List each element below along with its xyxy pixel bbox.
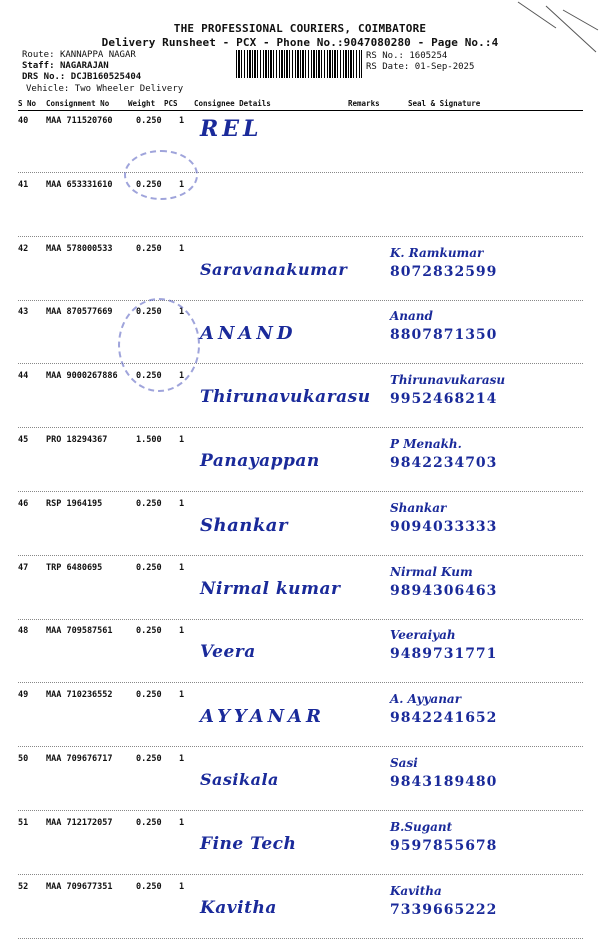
row-consignee-handwriting: Shankar: [200, 514, 288, 536]
row-signature-phone: 8072832599: [390, 263, 498, 280]
table-row: [18, 493, 583, 556]
row-consignee-handwriting: Veera: [200, 642, 256, 663]
table-row: [18, 174, 583, 237]
vehicle-value: Two Wheeler Delivery: [74, 84, 184, 94]
row-signature: Veeraiyah: [390, 628, 456, 643]
row-weight: 0.250: [136, 881, 162, 892]
row-signature-phone: 9894306463: [390, 582, 498, 599]
table-row: [18, 812, 583, 875]
col-consignee: Consignee Details: [194, 99, 271, 108]
table-row: [18, 110, 583, 173]
row-consignment-no: RSP 1964195: [46, 498, 103, 509]
col-sno: S No: [18, 99, 37, 108]
row-divider: [18, 938, 583, 939]
row-consignment-no: PRO 18294367: [46, 435, 108, 445]
row-signature-phone: 9843189480: [390, 774, 498, 790]
row-consignment-no: MAA 711520760: [46, 116, 113, 126]
row-pcs: 1: [179, 690, 185, 701]
row-weight: 0.250: [136, 690, 162, 701]
row-sno: 47: [18, 562, 29, 573]
row-consignment-no: MAA 709587561: [46, 626, 113, 637]
drs-line: DRS No.: DCJB160525404: [22, 72, 142, 82]
row-consignee-handwriting: Saravanakumar: [200, 259, 348, 279]
row-signature-phone: 9489731771: [390, 646, 498, 663]
document-subtitle: Delivery Runsheet - PCX - Phone No.:9047080280 - Page No.:4: [101, 36, 499, 49]
row-signature-phone: 8807871350: [390, 327, 498, 344]
row-weight: 0.250: [136, 307, 162, 318]
row-consignee-handwriting: Fine Tech: [200, 833, 297, 854]
staff-line: Staff: NAGARAJAN: [22, 61, 109, 71]
row-weight: 0.250: [136, 116, 162, 126]
staff-value: NAGARAJAN: [59, 61, 109, 71]
row-consignment-no: MAA 709676717: [46, 754, 113, 764]
table-row: [18, 748, 583, 811]
row-sno: 43: [18, 307, 29, 318]
table-row: [18, 238, 583, 301]
row-pcs: 1: [179, 307, 185, 318]
row-consignment-no: MAA 710236552: [46, 690, 113, 701]
row-weight: 0.250: [136, 371, 162, 382]
table-row: [18, 429, 583, 492]
row-weight: 0.250: [136, 817, 162, 828]
row-pcs: 1: [179, 371, 185, 382]
row-pcs: 1: [179, 562, 185, 573]
row-sno: 46: [18, 498, 29, 509]
table-row: [18, 557, 583, 620]
row-consignee-handwriting: Nirmal kumar: [200, 578, 341, 599]
row-consignee-handwriting: REL: [200, 116, 263, 142]
row-signature-phone: 7339665222: [390, 901, 498, 918]
stamp-impression: [118, 298, 200, 392]
barcode: [236, 50, 362, 78]
row-signature: Nirmal Kum: [390, 564, 473, 579]
rs-no-value: 1605254: [409, 51, 448, 61]
row-consignment-no: MAA 712172057: [46, 817, 113, 828]
row-pcs: 1: [179, 498, 185, 509]
row-sno: 52: [18, 881, 29, 892]
row-signature-phone: 9094033333: [390, 518, 498, 535]
row-weight: 0.250: [136, 243, 162, 254]
col-weight: Weight: [128, 99, 156, 108]
row-sno: 45: [18, 435, 29, 445]
table-row: [18, 301, 583, 364]
row-sno: 51: [18, 817, 29, 828]
row-sno: 42: [18, 243, 29, 254]
row-consignment-no: MAA 709677351: [46, 881, 113, 892]
row-consignment-no: MAA 870577669: [46, 307, 113, 318]
col-remarks: Remarks: [348, 99, 380, 108]
row-consignment-no: MAA 9000267886: [46, 371, 118, 382]
table-row: [18, 620, 583, 683]
row-sno: 40: [18, 116, 29, 126]
row-signature-phone: 9952468214: [390, 391, 498, 408]
row-consignment-no: TRP 6480695: [46, 562, 103, 573]
row-pcs: 1: [179, 817, 185, 828]
route-value: KANNAPPA NAGAR: [59, 50, 136, 60]
row-signature-phone: 9597855678: [390, 837, 498, 854]
table-row: [18, 684, 583, 747]
row-pcs: 1: [179, 116, 185, 126]
row-pcs: 1: [179, 179, 185, 190]
row-consignee-handwriting: Panayappan: [200, 451, 320, 471]
vehicle-line: Vehicle: Two Wheeler Delivery: [26, 84, 184, 94]
route-line: Route: KANNAPPA NAGAR: [22, 50, 136, 60]
row-consignee-handwriting: Thirunavukarasu: [200, 387, 371, 408]
row-signature-phone: 9842241652: [390, 710, 498, 727]
row-sno: 50: [18, 754, 29, 764]
row-signature: B.Sugant: [390, 819, 453, 834]
row-consignment-no: MAA 578000533: [46, 243, 113, 254]
row-signature-phone: 9842234703: [390, 455, 498, 471]
row-signature: P Menakh.: [390, 437, 462, 451]
stamp-impression: [124, 150, 198, 200]
row-weight: 0.250: [136, 626, 162, 637]
row-consignee-handwriting: ANAND: [200, 323, 297, 345]
col-consignment: Consignment No: [46, 99, 110, 108]
row-weight: 0.250: [136, 562, 162, 573]
row-pcs: 1: [179, 881, 185, 892]
row-signature: A. Ayyanar: [390, 692, 462, 707]
drs-value: DCJB160525404: [70, 72, 142, 82]
rs-date-line: RS Date: 01-Sep-2025: [366, 62, 475, 72]
table-row: [18, 876, 583, 939]
row-weight: 0.250: [136, 754, 162, 764]
row-consignee-handwriting: Kavitha: [200, 897, 277, 918]
table-row: [18, 365, 583, 428]
row-signature: K. Ramkumar: [390, 245, 484, 260]
document-title: THE PROFESSIONAL COURIERS, COIMBATORE: [173, 22, 427, 35]
row-pcs: 1: [179, 435, 185, 445]
row-weight: 0.250: [136, 179, 162, 190]
row-consignment-no: MAA 653331610: [46, 179, 113, 190]
row-signature: Anand: [390, 309, 433, 324]
rs-no-line: RS No.: 1605254: [366, 51, 448, 61]
row-sno: 48: [18, 626, 29, 637]
row-consignee-handwriting: Sasikala: [200, 770, 279, 789]
row-sno: 44: [18, 371, 29, 382]
row-signature: Thirunavukarasu: [390, 373, 506, 388]
row-pcs: 1: [179, 243, 185, 254]
row-pcs: 1: [179, 754, 185, 764]
row-weight: 1.500: [136, 435, 162, 445]
row-signature: Kavitha: [390, 883, 442, 898]
row-sno: 41: [18, 179, 29, 190]
row-pcs: 1: [179, 626, 185, 637]
rs-date-value: 01-Sep-2025: [414, 62, 475, 72]
row-signature: Sasi: [390, 756, 418, 770]
row-sno: 49: [18, 690, 29, 701]
col-pcs: PCS: [164, 99, 178, 108]
row-consignee-handwriting: AYYANAR: [200, 706, 325, 728]
row-signature: Shankar: [390, 500, 447, 515]
col-seal: Seal & Signature: [408, 99, 481, 108]
row-weight: 0.250: [136, 498, 162, 509]
